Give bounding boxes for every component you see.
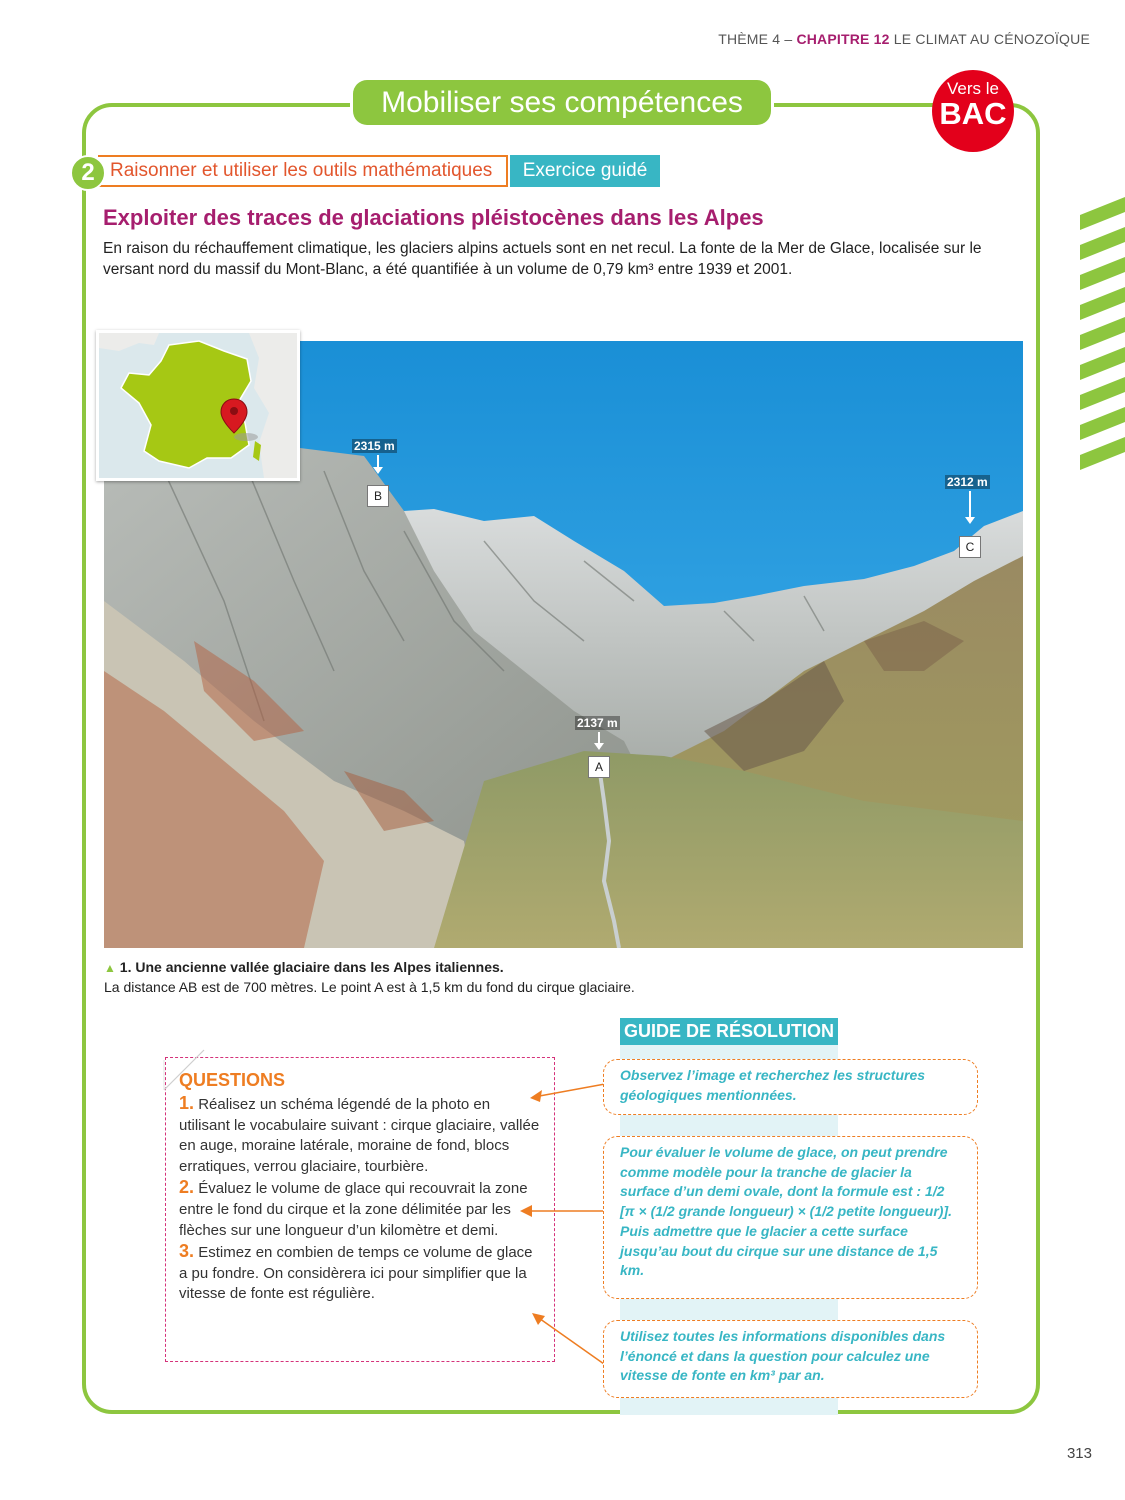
question-2-text: Évaluez le volume de glace qui recouvrait la zone entre le fond du cirque et la zone délimitée par les flèches sur une longueur d’un kilomètre et demi. <box>179 1180 528 1239</box>
question-2-number: 2. <box>179 1177 195 1198</box>
question-3-number: 3. <box>179 1241 195 1262</box>
bac-badge-line1: Vers le <box>947 79 999 98</box>
running-header <box>718 31 1090 47</box>
caption-title: Une ancienne vallée glaciaire dans les Alpes italiennes. <box>135 959 504 975</box>
point-c-arrow <box>969 491 971 517</box>
caption-triangle-icon: ▲ <box>104 961 116 975</box>
bac-badge <box>932 70 1014 152</box>
hint-box-2: Pour évaluer le volume de glace, on peut prendre comme modèle pour la tranche de glacier la surface d’un demi ovale, dont la formule est : 1/2 [π × (1/2 grande longueur) × (1/2 petite longueur)]. Puis admettre que le glacier a cette surface jusqu’au bout du cirque sur une distance de 1,5 km. <box>603 1136 978 1299</box>
point-a-altitude: 2137 m <box>577 716 618 730</box>
guided-exercise-tag: Exercice guidé <box>510 155 660 187</box>
caption-number: 1. <box>119 959 132 975</box>
questions-title: QUESTIONS <box>179 1070 286 1090</box>
point-b-marker: B <box>367 485 389 507</box>
point-c-arrowhead <box>965 517 975 524</box>
point-c-marker: C <box>959 536 981 558</box>
exercise-title: Exploiter des traces de glaciations pléistocènes dans les Alpes <box>103 205 764 230</box>
skill-label: Raisonner et utiliser les outils mathématiques <box>98 155 508 187</box>
guide-title: GUIDE DE RÉSOLUTION <box>620 1018 838 1045</box>
photo-caption <box>104 958 1004 997</box>
chapter-label: CHAPITRE 12 <box>796 31 890 47</box>
caption-text: La distance AB est de 700 mètres. Le point A est à 1,5 km du fond du cirque glaciaire. <box>104 979 635 995</box>
france-locator-map <box>96 330 300 481</box>
section-banner: Mobiliser ses compétences <box>353 80 771 125</box>
bac-badge-line2: BAC <box>939 96 1007 131</box>
question-3 <box>179 1241 544 1305</box>
theme-label: THÈME 4 – <box>718 31 793 47</box>
question-1-number: 1. <box>179 1093 195 1113</box>
question-1 <box>179 1093 544 1177</box>
page-number: 313 <box>1066 1445 1092 1462</box>
point-b-arrowhead <box>373 467 383 474</box>
questions-list <box>179 1093 544 1305</box>
question-3-text: Estimez en combien de temps ce volume de glace a pu fondre. On considèrera ici pour simplifier que la vitesse de fonte est régulière. <box>179 1244 533 1303</box>
chapter-title: LE CLIMAT AU CÉNOZOÏQUE <box>893 31 1090 47</box>
point-b-altitude: 2315 m <box>354 439 395 453</box>
point-a-arrowhead <box>594 743 604 750</box>
exercise-intro: En raison du réchauffement climatique, les glaciers alpins actuels sont en net recul. La fonte de la Mer de Glace, localisée sur le versant nord du massif du Mont-Blanc, a été quantifiée à un volume de 0,79 km³ entre 1939 et 2001. <box>103 240 982 278</box>
point-a-marker: A <box>588 756 610 778</box>
point-c-altitude: 2312 m <box>947 475 988 489</box>
hint-box-3: Utilisez toutes les informations disponibles dans l’énoncé et dans la question pour calculez une vitesse de fonte en km³ par an. <box>603 1320 978 1398</box>
decorative-stripes <box>1035 195 1125 475</box>
hint-box-1: Observez l’image et recherchez les structures géologiques mentionnées. <box>603 1059 978 1115</box>
question-1-text: Réalisez un schéma légendé de la photo en utilisant le vocabulaire suivant : cirque glaciaire, vallée en auge, moraine latérale, moraine de fond, blocs erratiques, verrou glaciaire, tourbière. <box>179 1096 540 1175</box>
question-2 <box>179 1177 544 1241</box>
exercise-number: 2 <box>70 155 106 191</box>
